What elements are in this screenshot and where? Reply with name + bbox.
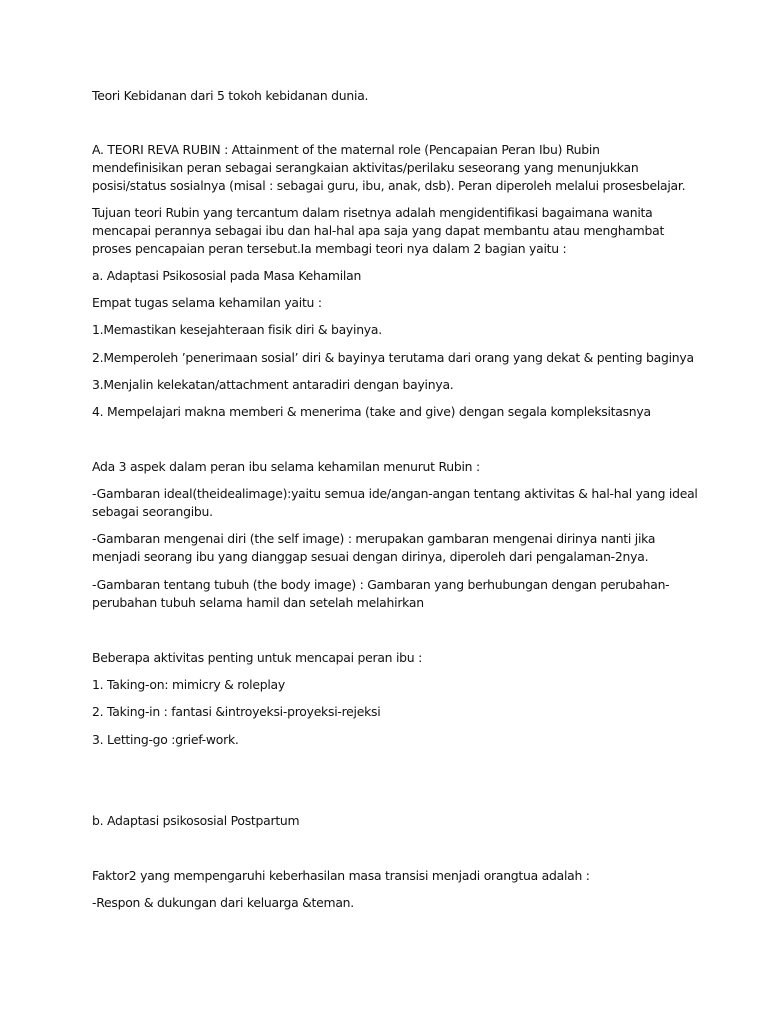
tasks-intro: Empat tugas selama kehamilan yaitu :: [92, 295, 322, 310]
section-a-heading-line-2: mendefinisikan peran sebagai serangkaian aktivitas/perilaku seseorang yang menunjukkan: [92, 160, 639, 175]
sub-a-heading: a. Adaptasi Psikososial pada Masa Kehamilan: [92, 268, 362, 283]
sub-b-heading: b. Adaptasi psikososial Postpartum: [92, 813, 300, 828]
activity-item-3: 3. Letting-go :grief-work.: [92, 732, 239, 747]
section-a-heading-line-3: posisi/status sosialnya (misal : sebagai guru, ibu, anak, dsb). Peran diperoleh melalui prosesbelajar.: [92, 178, 686, 193]
factor-item-1: -Respon & dukungan dari keluarga &teman.: [92, 895, 354, 910]
task-item-3: 3.Menjalin kelekatan/attachment antaradiri dengan bayinya.: [92, 377, 454, 392]
activity-item-2: 2. Taking-in : fantasi &introyeksi-proyeksi-rejeksi: [92, 704, 381, 719]
purpose-line-3: proses pencapaian peran tersebut.Ia membagi teori nya dalam 2 bagian yaitu :: [92, 241, 567, 256]
factors-intro: Faktor2 yang mempengaruhi keberhasilan masa transisi menjadi orangtua adalah :: [92, 868, 590, 883]
task-item-1: 1.Memastikan kesejahteraan fisik diri & bayinya.: [92, 322, 382, 337]
activities-intro: Beberapa aktivitas penting untuk mencapai peran ibu :: [92, 650, 422, 665]
activity-item-1: 1. Taking-on: mimicry & roleplay: [92, 677, 285, 692]
task-item-4: 4. Mempelajari makna memberi & menerima (take and give) dengan segala kompleksitasnya: [92, 404, 651, 419]
aspect-3-line-1: -Gambaran tentang tubuh (the body image) : Gambaran yang berhubungan dengan perubahan-: [92, 577, 670, 592]
purpose-line-2: mencapai perannya sebagai ibu dan hal-hal apa saja yang dapat membantu atau menghambat: [92, 223, 665, 238]
aspect-1-line-2: sebagai seorangibu.: [92, 504, 213, 519]
aspects-intro: Ada 3 aspek dalam peran ibu selama kehamilan menurut Rubin :: [92, 459, 480, 474]
aspect-3-line-2: perubahan tubuh selama hamil dan setelah melahirkan: [92, 595, 424, 610]
section-a-heading-line-1: A. TEORI REVA RUBIN : Attainment of the maternal role (Pencapaian Peran Ibu) Rubin: [92, 142, 600, 157]
aspect-1-line-1: -Gambaran ideal(theidealimage):yaitu semua ide/angan-angan tentang aktivitas & hal-hal yang ideal: [92, 486, 698, 501]
purpose-line-1: Tujuan teori Rubin yang tercantum dalam risetnya adalah mengidentifikasi bagaimana wanita: [92, 205, 653, 220]
document-title: Teori Kebidanan dari 5 tokoh kebidanan dunia.: [92, 88, 369, 103]
task-item-2: 2.Memperoleh ’penerimaan sosial’ diri & bayinya terutama dari orang yang dekat & penting baginya: [92, 350, 694, 365]
aspect-2-line-1: -Gambaran mengenai diri (the self image) : merupakan gambaran mengenai dirinya nanti jika: [92, 531, 656, 546]
aspect-2-line-2: menjadi seorang ibu yang dianggap sesuai dengan dirinya, diperoleh dari pengalaman-2nya.: [92, 549, 649, 564]
